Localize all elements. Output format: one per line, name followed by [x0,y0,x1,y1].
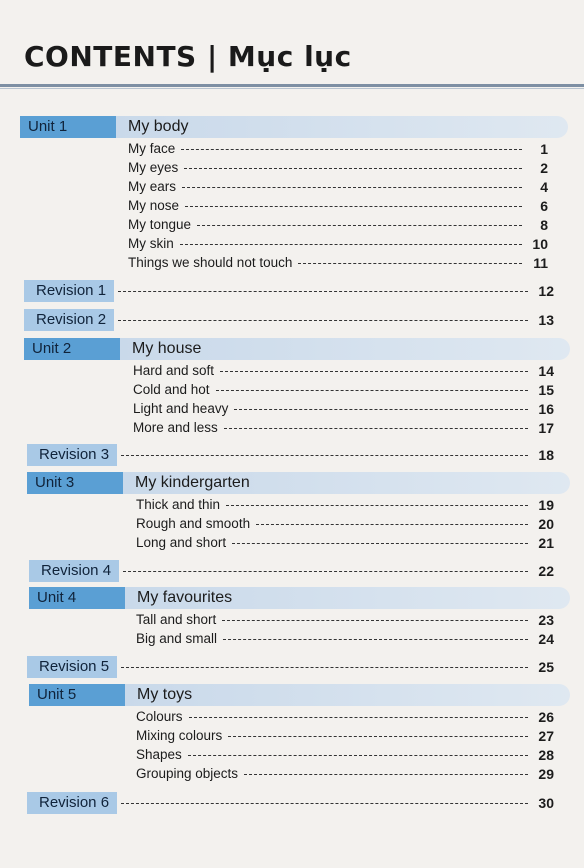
topic-label: My eyes [128,160,179,175]
dash-leader [223,639,528,640]
topic-label: Colours [136,709,183,724]
page-number: 20 [538,516,554,532]
unit-title: My house [120,338,570,360]
dash-leader [181,149,522,150]
page-number: 26 [538,709,554,725]
unit-title: My body [116,116,568,138]
page-number: 13 [538,312,554,328]
topic-label: Cold and hot [133,382,210,397]
unit-tab: Unit 4 [29,587,125,609]
unit-row[interactable] [29,684,570,706]
topic-row[interactable] [136,611,554,629]
page-number: 4 [540,179,548,195]
dash-leader [121,455,528,456]
dash-leader [244,774,528,775]
topic-row[interactable] [128,159,548,177]
dash-leader [189,717,528,718]
dash-leader [256,524,528,525]
page-number: 18 [538,447,554,463]
unit-tab: Unit 1 [20,116,116,138]
page-number: 2 [540,160,548,176]
revision-label: Revision 6 [27,792,117,814]
topic-label: Shapes [136,747,182,762]
unit-row[interactable] [27,472,570,494]
topic-label: Things we should not touch [128,255,293,270]
topic-row[interactable] [133,400,554,418]
dash-leader [298,263,522,264]
revision-row[interactable] [24,280,554,302]
page-number: 28 [538,747,554,763]
dash-leader [118,320,528,321]
topic-label: Thick and thin [136,497,221,512]
unit-row[interactable] [24,338,570,360]
revision-row[interactable] [27,656,554,678]
unit-row[interactable] [20,116,568,138]
page-number: 15 [538,382,554,398]
unit-title: My kindergarten [123,472,570,494]
unit-tab: Unit 3 [27,472,123,494]
dash-leader [216,390,528,391]
topic-row[interactable] [128,140,548,158]
topic-label: More and less [133,420,218,435]
topic-row[interactable] [136,496,554,514]
revision-row[interactable] [29,560,554,582]
topic-label: Grouping objects [136,766,239,781]
page-number: 8 [540,217,548,233]
page-number: 24 [538,631,554,647]
revision-label: Revision 5 [27,656,117,678]
topic-row[interactable] [136,708,554,726]
page-number: 14 [538,363,554,379]
topic-label: My tongue [128,217,192,232]
page-number: 30 [538,795,554,811]
topic-row[interactable] [136,630,554,648]
page-number: 23 [538,612,554,628]
revision-label: Revision 4 [29,560,119,582]
dash-leader [118,291,528,292]
revision-row[interactable] [24,309,554,331]
topic-label: My face [128,141,176,156]
dash-leader [182,187,522,188]
dash-leader [184,168,522,169]
dash-leader [197,225,522,226]
revision-row[interactable] [27,444,554,466]
topic-row[interactable] [128,216,548,234]
dash-leader [188,755,528,756]
topic-label: Rough and smooth [136,516,251,531]
dash-leader [220,371,528,372]
page-number: 1 [540,141,548,157]
topic-label: My ears [128,179,177,194]
revision-label: Revision 3 [27,444,117,466]
dash-leader [234,409,528,410]
unit-row[interactable] [29,587,570,609]
dash-leader [123,571,528,572]
topic-row[interactable] [136,534,554,552]
page-number: 6 [540,198,548,214]
topic-row[interactable] [128,178,548,196]
topic-row[interactable] [128,254,548,272]
dash-leader [232,543,528,544]
topic-label: Long and short [136,535,227,550]
topic-row[interactable] [133,362,554,380]
unit-title: My favourites [125,587,570,609]
page-title: CONTENTS | Mục lục [24,40,352,73]
dash-leader [180,244,522,245]
unit-tab: Unit 5 [29,684,125,706]
topic-label: My skin [128,236,174,251]
page-number: 11 [533,255,548,271]
dash-leader [226,505,528,506]
topic-row[interactable] [136,746,554,764]
page-number: 19 [538,497,554,513]
revision-label: Revision 1 [24,280,114,302]
topic-label: Light and heavy [133,401,229,416]
page-number: 25 [538,659,554,675]
dash-leader [121,667,528,668]
page-number: 17 [538,420,554,436]
page-number: 16 [538,401,554,417]
dash-leader [222,620,528,621]
page-number: 10 [532,236,548,252]
unit-tab: Unit 2 [24,338,120,360]
dash-leader [185,206,522,207]
page-number: 29 [538,766,554,782]
revision-row[interactable] [27,792,554,814]
topic-row[interactable] [128,197,548,215]
topic-row[interactable] [133,419,554,437]
unit-title: My toys [125,684,570,706]
topic-row[interactable] [136,515,554,533]
dash-leader [228,736,528,737]
topic-row[interactable] [133,381,554,399]
topic-row[interactable] [136,727,554,745]
page-number: 12 [538,283,554,299]
topic-row[interactable] [136,765,554,783]
topic-label: Hard and soft [133,363,215,378]
page-number: 22 [538,563,554,579]
topic-row[interactable] [128,235,548,253]
topic-label: Tall and short [136,612,217,627]
topic-label: Big and small [136,631,218,646]
topic-label: My nose [128,198,180,213]
revision-label: Revision 2 [24,309,114,331]
dash-leader [224,428,528,429]
dash-leader [121,803,528,804]
page-number: 21 [538,535,554,551]
page-number: 27 [538,728,554,744]
topic-label: Mixing colours [136,728,223,743]
